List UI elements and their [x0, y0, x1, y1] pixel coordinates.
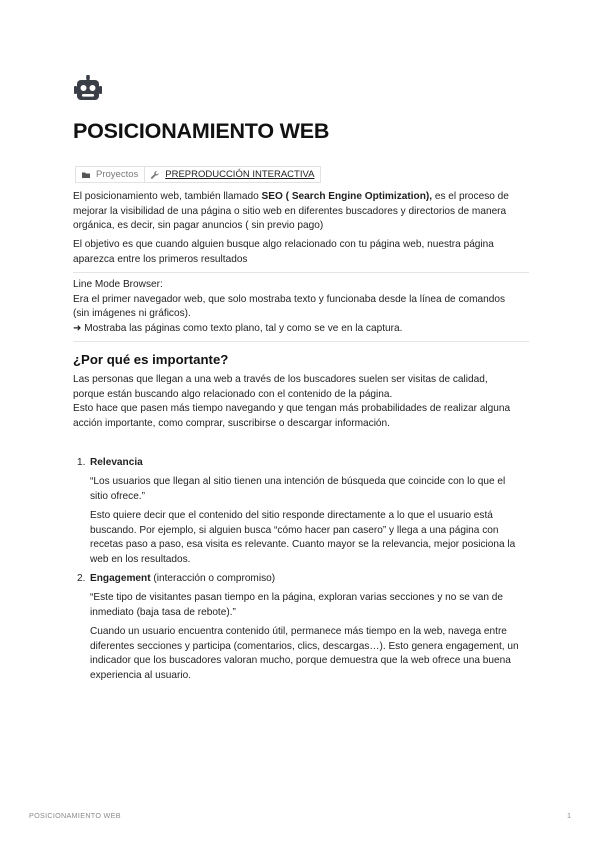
- divider: [73, 272, 529, 273]
- list-item-quote: [90, 475, 530, 504]
- wrench-icon: [150, 170, 160, 180]
- body-line: buscando. Por ejemplo, si alguien busca “cómo hacer pan casero” y llega a una página con: [90, 524, 499, 536]
- note-line: ➜ Mostraba las páginas como texto plano, tal y como se ve en la captura.: [73, 322, 403, 334]
- why-paragraph: [73, 373, 529, 431]
- intro-paragraph-2: [73, 238, 529, 267]
- footer-page-number: 1: [567, 811, 572, 820]
- note-line: (sin imágenes ni gráficos).: [73, 308, 191, 320]
- quote-line: inmediato (baja tasa de rebote).”: [90, 606, 236, 618]
- robot-icon: [73, 74, 103, 104]
- line-mode-browser-note: [73, 278, 529, 336]
- list-item-quote: [90, 591, 530, 620]
- quote-line: “Los usuarios que llegan al sitio tienen una intención de búsqueda que coincide con lo que el: [90, 476, 506, 487]
- body-line: Esto quiere decir que el contenido del sitio responde directamente a lo que el usuario está: [90, 510, 493, 521]
- footer-title: POSICIONAMIENTO WEB: [29, 811, 121, 820]
- breadcrumb-item-preproduccion[interactable]: [144, 167, 320, 182]
- folder-icon: [81, 170, 91, 180]
- breadcrumb: [75, 166, 321, 183]
- text-span: El posicionamiento web, también llamado: [73, 191, 262, 202]
- quote-line: “Este tipo de visitantes pasan tiempo en la página, exploran varias secciones y no se van de: [90, 592, 503, 603]
- why-line: porque están buscando algo relacionado con el contenido de la página.: [73, 388, 393, 400]
- page-title: POSICIONAMIENTO WEB: [73, 119, 330, 143]
- engagement-title: Engagement: [90, 573, 151, 584]
- breadcrumb-preproduccion-link: PREPRODUCCIÓN INTERACTIVA: [165, 169, 315, 180]
- body-line: recetas paso a paso, esa visita es relevante. Cuanto mayor se la relevancia, mejor posiciona la: [90, 539, 516, 551]
- intro-line: mejorar la visibilidad de una página o sitio web en diferentes buscadores y directorios de manera: [73, 205, 507, 217]
- breadcrumb-item-projects[interactable]: [76, 167, 144, 182]
- section-heading: ¿Por qué es importante?: [73, 352, 229, 367]
- intro-paragraph-1: [73, 190, 529, 234]
- intro-line: El objetivo es que cuando alguien busque algo relacionado con tu página web, nuestra página: [73, 239, 494, 250]
- intro-line: aparezca entre los primeros resultados: [73, 253, 248, 265]
- why-line: Esto hace que pasen más tiempo navegando y que tengan más probabilidades de realizar alguna: [73, 403, 511, 415]
- list-item-body: [90, 509, 530, 567]
- list-item-body: [90, 625, 530, 683]
- body-line: experiencia al usuario.: [90, 669, 191, 681]
- list-item-title: [90, 572, 275, 587]
- body-line: Cuando un usuario encuentra contenido útil, permanece más tiempo en la web, navega entre: [90, 626, 507, 637]
- breadcrumb-projects-label: Proyectos: [96, 169, 139, 180]
- text-span: es el proceso de: [432, 191, 509, 202]
- body-line: web en los resultados.: [90, 553, 191, 565]
- why-line: acción importante, como comprar, suscribirse o descargar información.: [73, 417, 390, 429]
- text-span: (interacción o compromiso): [150, 573, 276, 584]
- list-item-title: [90, 456, 143, 471]
- divider: [73, 341, 529, 342]
- quote-line: sitio ofrece.”: [90, 490, 145, 502]
- note-line: Era el primer navegador web, que solo mostraba texto y funcionaba desde la línea de comandos: [73, 293, 506, 305]
- list-number: 2.: [77, 573, 86, 584]
- seo-term: SEO ( Search Engine Optimization),: [261, 191, 433, 202]
- list-number: 1.: [77, 457, 86, 468]
- relevancia-title: Relevancia: [90, 457, 143, 468]
- body-line: indicador que los buscadores valoran mucho, porque demuestra que la web ofrece una buena: [90, 655, 511, 667]
- body-line: diferentes secciones y participa (comentarios, clics, descargas…). Esto genera engagement, un: [90, 640, 519, 652]
- intro-line: orgánica, es decir, sin pagar anuncios ( sin previo pago): [73, 220, 324, 232]
- why-line: Las personas que llegan a una web a través de los buscadores suelen ser visitas de calidad,: [73, 374, 488, 385]
- intro-line: [73, 190, 529, 205]
- note-line: Line Mode Browser:: [73, 279, 163, 290]
